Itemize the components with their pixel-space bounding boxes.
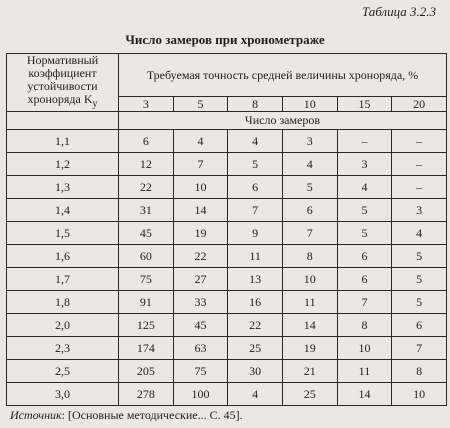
count-cell: 5 (392, 291, 447, 314)
count-cell: 33 (173, 291, 228, 314)
count-cell: 75 (173, 360, 228, 383)
count-cell: 45 (119, 222, 174, 245)
count-cell: 25 (282, 383, 337, 406)
measurements-table (6, 53, 447, 406)
count-cell: 278 (119, 383, 174, 406)
count-cell: – (392, 153, 447, 176)
count-cell: 4 (392, 222, 447, 245)
coefficient-cell: 2,3 (7, 337, 119, 360)
coefficient-header-text: Нормативный коэффициент устойчивости хроноряда K (26, 53, 99, 107)
count-cell: 6 (282, 199, 337, 222)
count-cell: 5 (228, 153, 283, 176)
count-cell: 63 (173, 337, 228, 360)
count-cell: 14 (173, 199, 228, 222)
coefficient-cell: 2,0 (7, 314, 119, 337)
count-cell: 16 (228, 291, 283, 314)
count-cell: 5 (392, 245, 447, 268)
accuracy-cell: 5 (173, 97, 228, 112)
coefficient-cell: 1,2 (7, 153, 119, 176)
count-cell: 10 (392, 383, 447, 406)
coefficient-cell: 1,8 (7, 291, 119, 314)
coefficient-cell: 2,5 (7, 360, 119, 383)
table-row (7, 383, 447, 406)
table-row (7, 153, 447, 176)
accuracy-cell: 3 (119, 97, 174, 112)
count-cell: 3 (392, 199, 447, 222)
count-cell: 100 (173, 383, 228, 406)
count-cell: 6 (392, 314, 447, 337)
coefficient-cell: 3,0 (7, 383, 119, 406)
coefficient-cell: 1,4 (7, 199, 119, 222)
count-cell: – (392, 176, 447, 199)
count-cell: 174 (119, 337, 174, 360)
count-cell: 11 (228, 245, 283, 268)
count-cell: 13 (228, 268, 283, 291)
table-row (7, 360, 447, 383)
count-cell: 7 (337, 291, 392, 314)
count-cell: 4 (228, 130, 283, 153)
table-row (7, 314, 447, 337)
accuracy-cell: 10 (282, 97, 337, 112)
count-cell: 7 (173, 153, 228, 176)
count-cell: 8 (337, 314, 392, 337)
count-cell: 6 (337, 268, 392, 291)
table-row (7, 337, 447, 360)
count-cell: 75 (119, 268, 174, 291)
count-cell: 205 (119, 360, 174, 383)
source-note (10, 408, 243, 423)
coefficient-header-subscript: у (92, 98, 98, 110)
count-cell: 45 (173, 314, 228, 337)
count-cell: 7 (282, 222, 337, 245)
count-cell: 30 (228, 360, 283, 383)
count-cell: 11 (282, 291, 337, 314)
count-cell: 19 (282, 337, 337, 360)
count-cell: 91 (119, 291, 174, 314)
table-number: Таблица 3.2.3 (361, 4, 436, 19)
count-cell: 14 (337, 383, 392, 406)
coefficient-cell: 1,1 (7, 130, 119, 153)
count-cell: 11 (337, 360, 392, 383)
count-cell: 6 (119, 130, 174, 153)
count-cell: 7 (392, 337, 447, 360)
count-cell: 4 (228, 383, 283, 406)
count-cell: 6 (228, 176, 283, 199)
accuracy-cell: 20 (392, 97, 447, 112)
count-cell: 27 (173, 268, 228, 291)
table-row (7, 291, 447, 314)
count-cell: 8 (282, 245, 337, 268)
table-row (7, 176, 447, 199)
accuracy-header: Требуемая точность средней величины хроноряда, % (119, 54, 447, 97)
count-cell: 22 (228, 314, 283, 337)
empty-header-cell (7, 112, 119, 130)
count-subheader: Число замеров (119, 112, 447, 130)
count-cell: 5 (337, 199, 392, 222)
coefficient-cell: 1,6 (7, 245, 119, 268)
table-row (7, 268, 447, 291)
count-cell: 10 (282, 268, 337, 291)
accuracy-cell: 15 (337, 97, 392, 112)
table-row (7, 199, 447, 222)
count-cell: 6 (337, 245, 392, 268)
count-cell: – (337, 130, 392, 153)
count-cell: 5 (282, 176, 337, 199)
count-cell: 4 (173, 130, 228, 153)
count-cell: 7 (228, 199, 283, 222)
count-cell: 12 (119, 153, 174, 176)
count-cell: 22 (173, 245, 228, 268)
count-cell: 9 (228, 222, 283, 245)
coefficient-cell: 1,3 (7, 176, 119, 199)
table-row (7, 222, 447, 245)
coefficient-header (7, 54, 119, 112)
count-cell: 8 (392, 360, 447, 383)
count-cell: 14 (282, 314, 337, 337)
count-cell: 4 (282, 153, 337, 176)
count-cell: – (392, 130, 447, 153)
count-cell: 25 (228, 337, 283, 360)
table-row (7, 245, 447, 268)
count-cell: 22 (119, 176, 174, 199)
count-cell: 31 (119, 199, 174, 222)
count-cell: 5 (392, 268, 447, 291)
source-text: : [Основные методические... С. 45]. (61, 408, 243, 422)
count-cell: 3 (282, 130, 337, 153)
count-cell: 4 (337, 176, 392, 199)
count-cell: 10 (173, 176, 228, 199)
source-label: Источник (10, 408, 62, 422)
accuracy-cell: 8 (228, 97, 283, 112)
count-cell: 19 (173, 222, 228, 245)
coefficient-cell: 1,5 (7, 222, 119, 245)
count-cell: 125 (119, 314, 174, 337)
count-cell: 21 (282, 360, 337, 383)
coefficient-cell: 1,7 (7, 268, 119, 291)
table-row (7, 130, 447, 153)
table-title: Число замеров при хронометраже (125, 32, 325, 47)
count-cell: 5 (337, 222, 392, 245)
count-cell: 3 (337, 153, 392, 176)
count-cell: 60 (119, 245, 174, 268)
count-cell: 10 (337, 337, 392, 360)
